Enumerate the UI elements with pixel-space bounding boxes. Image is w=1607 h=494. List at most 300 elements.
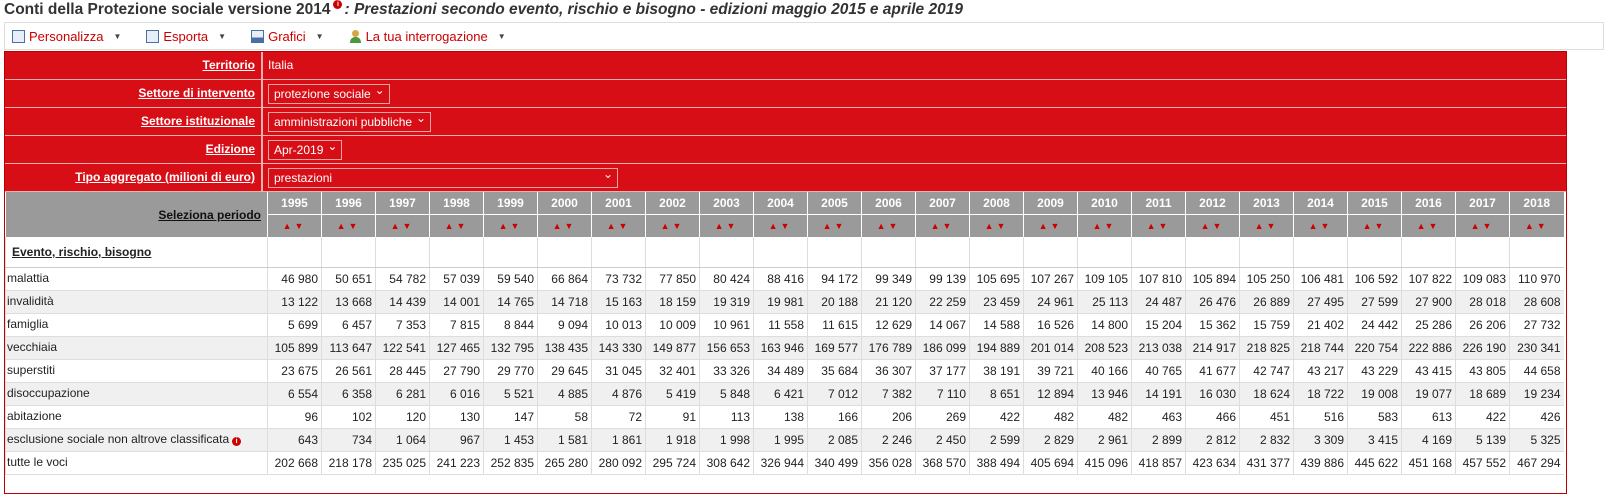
empty-cell [700,237,754,267]
table-cell: 439 886 [1294,451,1348,474]
table-cell: 583 [1348,405,1402,428]
empty-cell [1402,237,1456,267]
table-cell: 57 039 [430,267,484,290]
table-cell: 208 523 [1078,336,1132,359]
year-header: 2005 [808,192,862,214]
export-label: Esporta [163,28,209,44]
table-cell: 6 457 [322,313,376,336]
table-row [6,267,1564,290]
filter-sector [5,80,1566,108]
table-cell: 422 [1456,405,1510,428]
table-cell: 269 [916,405,970,428]
sort-arrows-icon[interactable]: ▲▼ [754,214,808,237]
year-header: 2010 [1078,192,1132,214]
table-cell: 26 561 [322,359,376,382]
table-cell: 7 382 [862,382,916,405]
table-cell: 109 105 [1078,267,1132,290]
table-cell: 14 800 [1078,313,1132,336]
table-cell: 23 675 [268,359,322,382]
table-cell: 24 961 [1024,290,1078,313]
table-cell: 27 495 [1294,290,1348,313]
sort-arrows-icon[interactable]: ▲▼ [1240,214,1294,237]
table-cell: 21 402 [1294,313,1348,336]
table-cell: 7 815 [430,313,484,336]
table-cell: 80 424 [700,267,754,290]
table-cell: 422 [970,405,1024,428]
table-cell: 308 642 [700,451,754,474]
table-cell: 241 223 [430,451,484,474]
empty-cell [484,237,538,267]
row-label-text: disoccupazione [7,385,90,400]
year-header: 2014 [1294,192,1348,214]
row-label [6,359,268,382]
table-cell: 218 825 [1240,336,1294,359]
table-cell: 36 307 [862,359,916,382]
sort-arrows-icon[interactable]: ▲▼ [1132,214,1186,237]
table-cell: 28 608 [1510,290,1564,313]
table-row [6,336,1564,359]
table-cell: 326 944 [754,451,808,474]
table-cell: 50 651 [322,267,376,290]
table-cell: 10 961 [700,313,754,336]
sort-arrows-icon[interactable]: ▲▼ [862,214,916,237]
year-header: 2012 [1186,192,1240,214]
empty-cell [646,237,700,267]
sort-arrows-icon[interactable]: ▲▼ [646,214,700,237]
table-cell: 1 998 [700,428,754,451]
table-cell: 1 453 [484,428,538,451]
table-cell: 40 166 [1078,359,1132,382]
table-cell: 169 577 [808,336,862,359]
empty-cell [430,237,484,267]
table-cell: 356 028 [862,451,916,474]
table-cell: 38 191 [970,359,1024,382]
year-header: 2003 [700,192,754,214]
empty-cell [1024,237,1078,267]
empty-cell [1510,237,1564,267]
filter-institutional [5,108,1566,136]
table-cell: 26 206 [1456,313,1510,336]
table-cell: 163 946 [754,336,808,359]
table-cell: 94 172 [808,267,862,290]
table-cell: 37 177 [916,359,970,382]
table-cell: 14 001 [430,290,484,313]
empty-cell [1132,237,1186,267]
table-cell: 451 [1240,405,1294,428]
table-cell: 13 946 [1078,382,1132,405]
table-cell: 226 190 [1456,336,1510,359]
table-cell: 19 077 [1402,382,1456,405]
table-cell: 194 889 [970,336,1024,359]
charts-menu[interactable] [251,29,323,44]
table-cell: 19 981 [754,290,808,313]
export-menu[interactable] [146,29,226,44]
table-cell: 20 188 [808,290,862,313]
table-cell: 12 629 [862,313,916,336]
table-row [6,359,1564,382]
page-title [0,0,1607,22]
empty-cell [862,237,916,267]
table-cell: 130 [430,405,484,428]
sort-arrows-icon[interactable]: ▲▼ [1024,214,1078,237]
year-header: 2008 [970,192,1024,214]
row-label [6,405,268,428]
table-cell: 426 [1510,405,1564,428]
table-cell: 230 341 [1510,336,1564,359]
table-cell: 120 [376,405,430,428]
table-cell: 24 487 [1132,290,1186,313]
year-header: 1999 [484,192,538,214]
table-cell: 58 [538,405,592,428]
table-cell: 29 645 [538,359,592,382]
table-cell: 28 445 [376,359,430,382]
table-cell: 77 850 [646,267,700,290]
sort-arrows-icon[interactable]: ▲▼ [1078,214,1132,237]
table-cell: 88 416 [754,267,808,290]
table-cell: 5 325 [1510,428,1564,451]
customize-menu[interactable] [12,29,121,44]
table-cell: 12 894 [1024,382,1078,405]
data-table [5,192,1564,475]
table-cell: 431 377 [1240,451,1294,474]
table-cell: 9 094 [538,313,592,336]
table-cell: 10 009 [646,313,700,336]
table-row [6,451,1564,474]
charts-label: Grafici [268,28,306,44]
table-cell: 41 677 [1186,359,1240,382]
caret-down-icon: ▼ [113,31,122,41]
table-cell: 23 459 [970,290,1024,313]
year-header: 2004 [754,192,808,214]
row-label-text: invalidità [7,293,54,308]
table-cell: 222 886 [1402,336,1456,359]
table-cell: 967 [430,428,484,451]
table-cell: 28 018 [1456,290,1510,313]
year-header: 2007 [916,192,970,214]
table-cell: 59 540 [484,267,538,290]
year-header: 2018 [1510,192,1564,214]
year-header: 2006 [862,192,916,214]
filter-edition [5,136,1566,164]
info-icon[interactable]: i [333,0,342,9]
table-cell: 26 889 [1240,290,1294,313]
table-cell: 42 747 [1240,359,1294,382]
sort-arrows-icon[interactable]: ▲▼ [700,214,754,237]
table-cell: 214 917 [1186,336,1240,359]
year-header: 2016 [1402,192,1456,214]
table-cell: 201 014 [1024,336,1078,359]
table-cell: 14 439 [376,290,430,313]
table-cell: 32 401 [646,359,700,382]
year-header-row [6,192,1564,214]
sort-arrows-icon[interactable]: ▲▼ [322,214,376,237]
filter-aggregate [5,164,1566,192]
table-cell: 72 [592,405,646,428]
your-query-label: La tua interrogazione [365,28,488,44]
table-cell: 34 489 [754,359,808,382]
caret-down-icon: ▼ [218,31,227,41]
table-cell: 388 494 [970,451,1024,474]
table-cell: 27 599 [1348,290,1402,313]
table-cell: 113 647 [322,336,376,359]
table-cell: 482 [1078,405,1132,428]
row-label-text: abitazione [7,408,62,423]
sort-arrows-icon[interactable]: ▲▼ [808,214,862,237]
sort-arrows-icon[interactable]: ▲▼ [538,214,592,237]
table-cell: 105 695 [970,267,1024,290]
table-cell: 235 025 [376,451,430,474]
table-cell: 5 521 [484,382,538,405]
table-cell: 613 [1402,405,1456,428]
table-cell: 18 624 [1240,382,1294,405]
table-cell: 43 415 [1402,359,1456,382]
filter-label[interactable]: Settore di intervento [5,80,263,107]
table-cell: 35 684 [808,359,862,382]
table-cell: 18 689 [1456,382,1510,405]
row-label-text: malattia [7,270,50,285]
table-cell: 1 581 [538,428,592,451]
table-cell: 14 765 [484,290,538,313]
row-label [6,313,268,336]
sort-arrows-icon[interactable]: ▲▼ [1402,214,1456,237]
select-period-link[interactable]: Seleziona periodo [6,192,268,237]
table-cell: 40 765 [1132,359,1186,382]
table-cell: 340 499 [808,451,862,474]
year-header: 1998 [430,192,484,214]
export-icon [146,30,159,43]
year-header: 2017 [1456,192,1510,214]
table-row [6,428,1564,451]
institutional-dropdown[interactable]: amministrazioni pubbliche ⌄ [268,112,431,132]
table-cell: 13 668 [322,290,376,313]
table-cell: 7 012 [808,382,862,405]
table-row [6,405,1564,428]
edition-dropdown[interactable]: Apr-2019 ⌄ [268,140,342,160]
table-cell: 122 541 [376,336,430,359]
year-header: 2002 [646,192,700,214]
table-cell: 91 [646,405,700,428]
table-cell: 143 330 [592,336,646,359]
table-cell: 105 250 [1240,267,1294,290]
row-label [6,267,268,290]
table-cell: 44 658 [1510,359,1564,382]
row-label [6,451,268,474]
table-cell: 106 592 [1348,267,1402,290]
row-label-text: famiglia [7,316,49,331]
table-cell: 43 229 [1348,359,1402,382]
table-cell: 1 918 [646,428,700,451]
table-cell: 13 122 [268,290,322,313]
table-cell: 39 721 [1024,359,1078,382]
table-cell: 423 634 [1186,451,1240,474]
info-icon[interactable]: i [232,437,241,446]
empty-cell [376,237,430,267]
table-cell: 107 267 [1024,267,1078,290]
table-cell: 6 554 [268,382,322,405]
table-cell: 176 789 [862,336,916,359]
table-cell: 105 899 [268,336,322,359]
year-header: 1996 [322,192,376,214]
sort-arrows-icon[interactable]: ▲▼ [1456,214,1510,237]
table-cell: 3 415 [1348,428,1402,451]
sort-arrows-icon[interactable]: ▲▼ [268,214,322,237]
table-cell: 127 465 [430,336,484,359]
empty-cell [268,237,322,267]
table-cell: 22 259 [916,290,970,313]
table-cell: 206 [862,405,916,428]
table-cell: 218 178 [322,451,376,474]
row-dimension-label[interactable]: Evento, rischio, bisogno [6,237,268,267]
sort-arrows-icon[interactable]: ▲▼ [592,214,646,237]
table-cell: 643 [268,428,322,451]
filter-label[interactable]: Edizione [5,136,263,163]
row-label-text: tutte le voci [7,454,68,469]
empty-cell [1186,237,1240,267]
table-cell: 15 759 [1240,313,1294,336]
sector-dropdown[interactable]: protezione sociale ⌄ [268,84,390,104]
table-cell: 14 191 [1132,382,1186,405]
table-cell: 106 481 [1294,267,1348,290]
user-icon [349,30,362,43]
table-cell: 418 857 [1132,451,1186,474]
table-cell: 11 558 [754,313,808,336]
table-cell: 1 861 [592,428,646,451]
sort-arrows-icon[interactable]: ▲▼ [916,214,970,237]
year-header: 2001 [592,192,646,214]
empty-cell [1078,237,1132,267]
table-cell: 54 782 [376,267,430,290]
customize-icon [12,30,25,43]
year-header: 2013 [1240,192,1294,214]
table-cell: 21 120 [862,290,916,313]
empty-cell [1456,237,1510,267]
table-cell: 213 038 [1132,336,1186,359]
table-cell: 24 442 [1348,313,1402,336]
table-cell: 2 246 [862,428,916,451]
table-row [6,290,1564,313]
table-cell: 8 844 [484,313,538,336]
table-cell: 252 835 [484,451,538,474]
table-cell: 8 651 [970,382,1024,405]
empty-cell [808,237,862,267]
table-cell: 27 732 [1510,313,1564,336]
sort-arrows-icon[interactable]: ▲▼ [484,214,538,237]
sort-arrows-icon[interactable]: ▲▼ [970,214,1024,237]
row-header-row [6,237,1564,267]
table-cell: 18 722 [1294,382,1348,405]
filter-label[interactable]: Settore istituzionale [5,108,263,135]
row-label [6,336,268,359]
title-subtitle: : Prestazioni secondo evento, rischio e bisogno - edizioni maggio 2015 e aprile 2019 [344,1,963,18]
empty-cell [1294,237,1348,267]
table-cell: 166 [808,405,862,428]
empty-cell [916,237,970,267]
year-header: 1995 [268,192,322,214]
sort-arrows-icon[interactable]: ▲▼ [1294,214,1348,237]
sort-arrows-icon[interactable]: ▲▼ [1348,214,1402,237]
table-cell: 14 718 [538,290,592,313]
table-cell: 516 [1294,405,1348,428]
table-cell: 10 013 [592,313,646,336]
table-cell: 6 421 [754,382,808,405]
table-cell: 467 294 [1510,451,1564,474]
table-cell: 16 526 [1024,313,1078,336]
table-cell: 109 083 [1456,267,1510,290]
table-cell: 99 349 [862,267,916,290]
chart-icon [251,30,264,43]
table-cell: 156 653 [700,336,754,359]
caret-down-icon: ▼ [497,31,506,41]
table-cell: 5 139 [1456,428,1510,451]
table-cell: 2 961 [1078,428,1132,451]
table-cell: 2 812 [1186,428,1240,451]
table-cell: 19 008 [1348,382,1402,405]
table-cell: 482 [1024,405,1078,428]
table-cell: 19 234 [1510,382,1564,405]
year-header: 2009 [1024,192,1078,214]
sort-arrows-icon[interactable]: ▲▼ [1510,214,1564,237]
table-cell: 6 281 [376,382,430,405]
row-label-text: vecchiaia [7,339,58,354]
table-cell: 29 770 [484,359,538,382]
table-cell: 2 599 [970,428,1024,451]
table-cell: 107 822 [1402,267,1456,290]
sort-arrows-icon[interactable]: ▲▼ [430,214,484,237]
table-cell: 15 204 [1132,313,1186,336]
table-cell: 105 894 [1186,267,1240,290]
table-cell: 2 899 [1132,428,1186,451]
your-query-menu[interactable] [349,29,506,44]
table-row [6,313,1564,336]
table-cell: 147 [484,405,538,428]
filter-label[interactable]: Territorio [5,52,263,79]
table-cell: 2 085 [808,428,862,451]
table-row [6,382,1564,405]
year-header: 2011 [1132,192,1186,214]
table-cell: 11 615 [808,313,862,336]
caret-down-icon: ▼ [315,31,324,41]
row-label-text: esclusione sociale non altrove classificata [7,431,230,446]
table-cell: 1 995 [754,428,808,451]
table-cell: 734 [322,428,376,451]
table-cell: 25 286 [1402,313,1456,336]
empty-cell [322,237,376,267]
year-header: 2000 [538,192,592,214]
aggregate-dropdown[interactable]: prestazioni ⌄ [268,168,618,188]
table-cell: 99 139 [916,267,970,290]
row-label [6,382,268,405]
data-panel [4,51,1567,494]
table-cell: 27 790 [430,359,484,382]
table-cell: 457 552 [1456,451,1510,474]
table-cell: 2 829 [1024,428,1078,451]
table-cell: 4 885 [538,382,592,405]
table-cell: 220 754 [1348,336,1402,359]
empty-cell [1240,237,1294,267]
table-cell: 2 450 [916,428,970,451]
title-main: Conti della Protezione sociale versione 2014 [4,1,331,18]
table-cell: 415 096 [1078,451,1132,474]
table-cell: 265 280 [538,451,592,474]
table-cell: 46 980 [268,267,322,290]
table-cell: 113 [700,405,754,428]
sort-arrows-icon[interactable]: ▲▼ [376,214,430,237]
table-cell: 405 694 [1024,451,1078,474]
sort-arrows-icon[interactable]: ▲▼ [1186,214,1240,237]
row-label [6,428,268,451]
filter-label[interactable]: Tipo aggregato (milioni di euro) [5,164,263,191]
table-cell: 33 326 [700,359,754,382]
